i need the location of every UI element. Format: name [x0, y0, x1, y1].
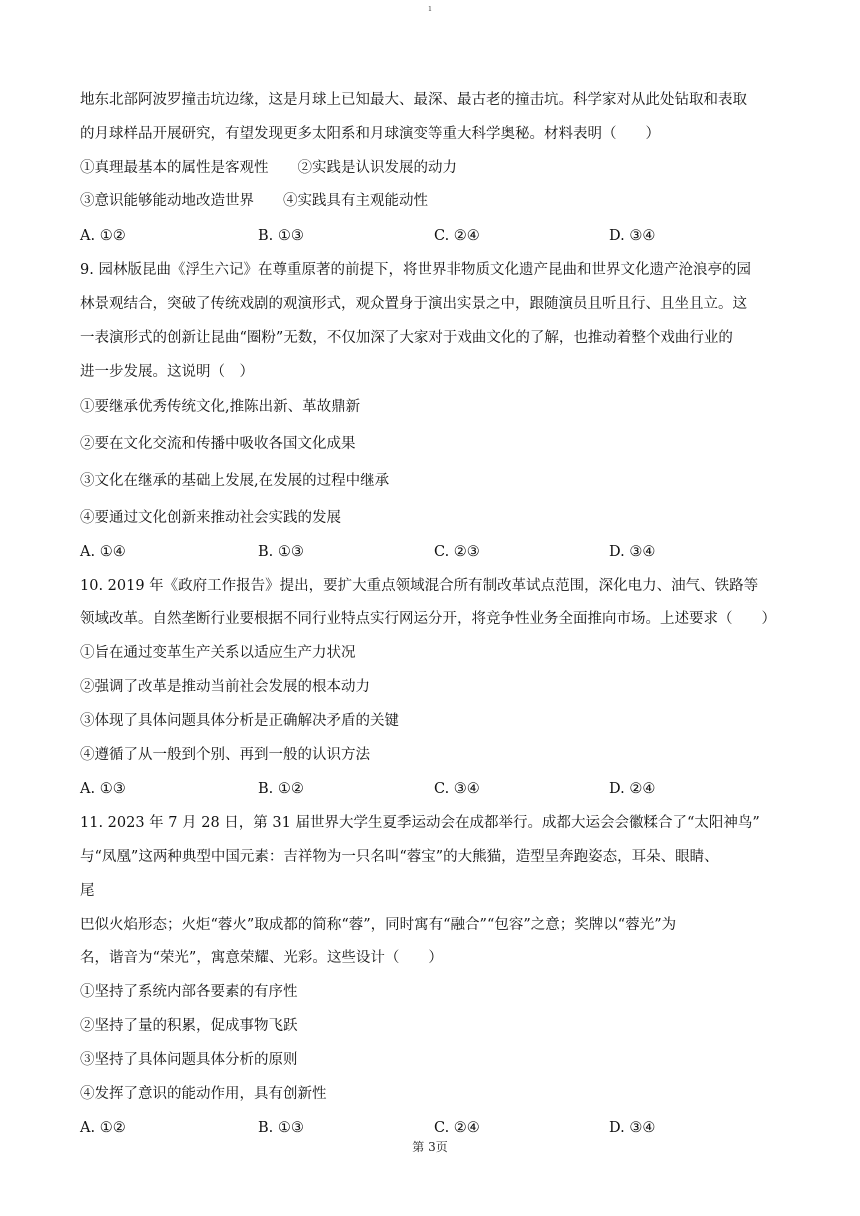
choice-line: ③坚持了具体问题具体分析的原则	[80, 1052, 298, 1068]
choice-line: ③体现了具体问题具体分析是正确解决矛盾的关键	[80, 713, 399, 729]
text-line: 地东北部阿波罗撞击坑边缘，这是月球上已知最大、最深、最古老的撞击坑。科学家对从此处钻取和表取	[80, 92, 747, 108]
question-9-text: 9. 园林版昆曲《浮生六记》在尊重原著的前提下，将世界非物质文化遗产昆曲和世界文化遗产沧浪亭的园	[80, 262, 751, 278]
choice-line: ①要继承优秀传统文化,推陈出新、革故鼎新	[80, 399, 361, 415]
option-d: D. ②④	[609, 781, 656, 797]
question-9-text: 一表演形式的创新让昆曲“圈粉”无数，不仅加深了大家对于戏曲文化的了解，也推动着整个戏曲行业的	[80, 330, 733, 346]
choice-line: ①真理最基本的属性是客观性 ②实践是认识发展的动力	[80, 160, 457, 176]
question-11-text: 尾	[80, 883, 95, 899]
option-b: B. ①③	[258, 228, 304, 244]
question-11-text: 名，谐音为“荣光”，寓意荣耀、光彩。这些设计（ ）	[80, 950, 443, 966]
question-9-text: 林景观结合，突破了传统戏剧的观演形式，观众置身于演出实景之中，跟随演员且听且行、且坐且立。这	[80, 296, 747, 312]
choice-line: ④遵循了从一般到个别、再到一般的认识方法	[80, 747, 370, 763]
choice-line: ③意识能够能动地改造世界 ④实践具有主观能动性	[80, 193, 428, 209]
text-line: 的月球样品开展研究，有望发现更多太阳系和月球演变等重大科学奥秘。材料表明（ ）	[80, 126, 660, 142]
question-11-text: 巴似火焰形态；火炬“蓉火”取成都的简称“蓉”，同时寓有“融合”“包容”之意；奖牌以“蓉光”为	[80, 917, 677, 933]
choice-line: ④发挥了意识的能动作用，具有创新性	[80, 1086, 327, 1102]
page-number: 第 3页	[412, 1140, 448, 1154]
option-a: A. ①②	[80, 1120, 126, 1136]
question-11-text: 与“凤凰”这两种典型中国元素：吉祥物为一只名叫“蓉宝”的大熊猫，造型呈奔跑姿态，耳朵、眼睛、	[80, 849, 719, 865]
choice-line: ①旨在通过变革生产关系以适应生产力状况	[80, 645, 356, 661]
option-d: D. ③④	[609, 1120, 656, 1136]
option-a: A. ①④	[80, 544, 126, 560]
option-b: B. ①③	[258, 544, 304, 560]
choice-line: ④要通过文化创新来推动社会实践的发展	[80, 510, 341, 526]
choice-line: ②坚持了量的积累，促成事物飞跃	[80, 1018, 298, 1034]
choice-line: ①坚持了系统内部各要素的有序性	[80, 984, 298, 1000]
question-10-text: 10. 2019 年《政府工作报告》提出，要扩大重点领域混合所有制改革试点范围，深化电力、油气、铁路等	[80, 578, 759, 594]
option-c: C. ②③	[434, 544, 480, 560]
option-b: B. ①②	[258, 781, 304, 797]
option-b: B. ①③	[258, 1120, 304, 1136]
question-11-text: 11. 2023 年 7 月 28 日，第 31 届世界大学生夏季运动会在成都举行。成都大运会会徽糅合了“太阳神鸟”	[80, 815, 760, 831]
option-d: D. ③④	[609, 228, 656, 244]
choice-line: ②要在文化交流和传播中吸收各国文化成果	[80, 436, 356, 452]
header-mark: ı	[428, 4, 432, 14]
choice-line: ②强调了改革是推动当前社会发展的根本动力	[80, 679, 370, 695]
option-c: C. ②④	[434, 228, 480, 244]
choice-line: ③文化在继承的基础上发展,在发展的过程中继承	[80, 473, 390, 489]
question-10-text: 领域改革。自然垄断行业要根据不同行业特点实行网运分开，将竞争性业务全面推向市场。上述要求（ ）	[80, 611, 776, 627]
option-a: A. ①③	[80, 781, 126, 797]
option-d: D. ③④	[609, 544, 656, 560]
option-c: C. ②④	[434, 1120, 480, 1136]
option-c: C. ③④	[434, 781, 480, 797]
option-a: A. ①②	[80, 228, 126, 244]
question-9-text: 进一步发展。这说明（ ）	[80, 364, 254, 380]
